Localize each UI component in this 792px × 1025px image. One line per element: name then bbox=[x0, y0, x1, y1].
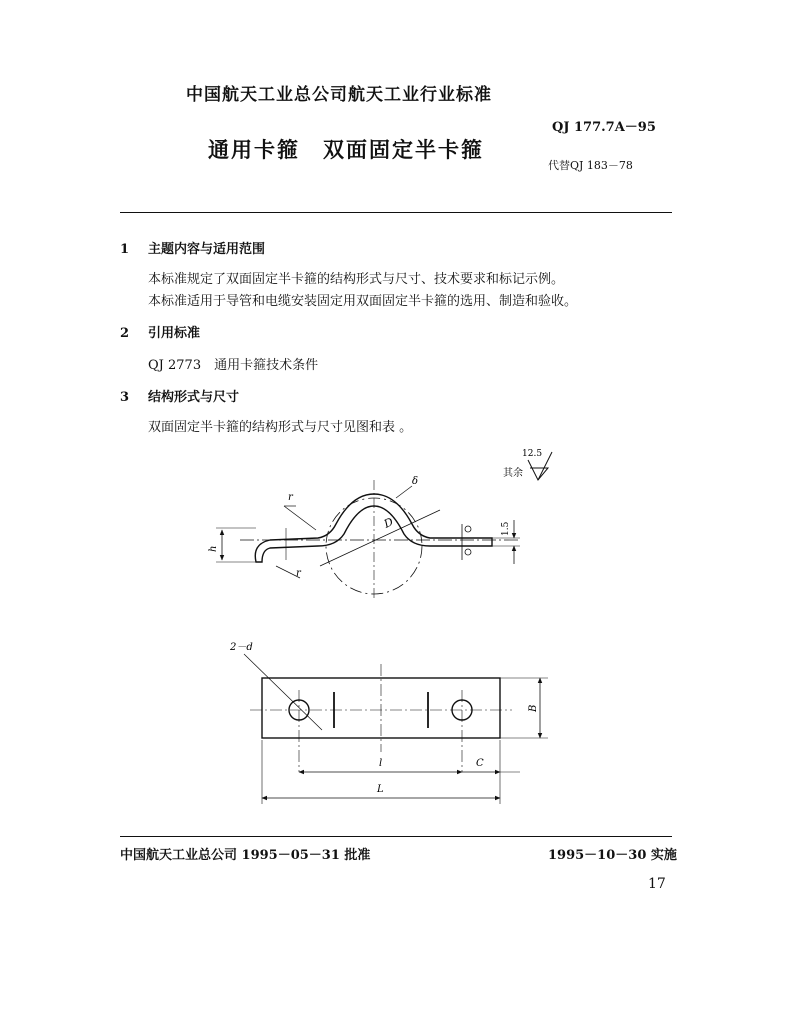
d-diameter-label: D bbox=[381, 515, 396, 531]
document-title: 通用卡箍 双面固定半卡箍 bbox=[208, 137, 484, 162]
section-1-paragraph-2: 本标准适用于导管和电缆安装固定用双面固定半卡箍的选用、制造和验收。 bbox=[148, 294, 578, 309]
section-number: 1 bbox=[120, 242, 130, 257]
thickness-label: 1.5 bbox=[501, 521, 511, 536]
diameter-line bbox=[320, 510, 440, 566]
r-label-top: r bbox=[288, 492, 293, 503]
section-title: 引用标准 bbox=[148, 326, 201, 341]
implementation-note: 1995－10－30 实施 bbox=[548, 848, 677, 863]
flange-marker-bottom bbox=[465, 549, 471, 555]
hole-leader bbox=[244, 654, 322, 730]
organization-standard-header: 中国航天工业总公司航天工业行业标准 bbox=[186, 85, 492, 105]
holes-label: 2－d bbox=[230, 642, 253, 653]
roughness-triangle bbox=[528, 460, 548, 480]
roughness-symbol bbox=[503, 449, 552, 480]
replaces-note: 代替QJ 183－78 bbox=[548, 159, 633, 172]
section-title: 结构形式与尺寸 bbox=[148, 390, 240, 405]
roughness-label: 其余 bbox=[503, 468, 523, 479]
section-title: 主题内容与适用范围 bbox=[148, 242, 266, 257]
standard-code: QJ 177.7A－95 bbox=[552, 120, 656, 135]
l-total-label: L bbox=[377, 784, 384, 795]
side-view bbox=[216, 480, 520, 600]
roughness-value: 12.5 bbox=[522, 449, 543, 459]
page-number: 17 bbox=[648, 876, 666, 892]
c-label: C bbox=[476, 758, 484, 769]
footer-rule bbox=[120, 836, 672, 837]
b-label: B bbox=[528, 704, 539, 712]
section-2-paragraph-1: QJ 2773 通用卡箍技术条件 bbox=[148, 358, 319, 373]
clamp-profile bbox=[255, 494, 492, 562]
delta-label: δ bbox=[412, 476, 419, 487]
approval-note: 中国航天工业总公司 1995－05－31 批准 bbox=[120, 848, 371, 863]
section-1-paragraph-1: 本标准规定了双面固定半卡箍的结构形式与尺寸、技术要求和标记示例。 bbox=[148, 272, 565, 287]
r-leader-top bbox=[284, 506, 316, 530]
section-3-paragraph-1: 双面固定半卡箍的结构形式与尺寸见图和表 。 bbox=[148, 420, 413, 435]
l-label: l bbox=[379, 758, 383, 769]
section-number: 3 bbox=[120, 390, 130, 405]
h-label: h bbox=[208, 545, 219, 552]
flange-marker-top bbox=[465, 526, 471, 532]
delta-leader bbox=[396, 486, 412, 498]
section-number: 2 bbox=[120, 326, 130, 341]
top-view bbox=[244, 654, 548, 804]
r-label-bottom: r bbox=[296, 568, 301, 579]
